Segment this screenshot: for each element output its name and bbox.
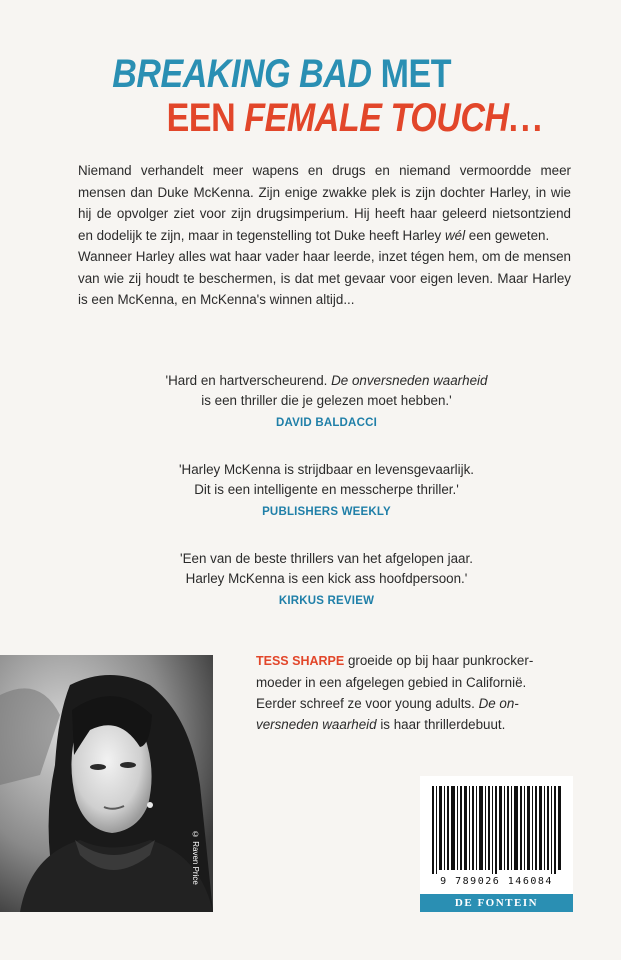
author-portrait-illustration: [0, 655, 213, 912]
quote-kirkus: [16, 549, 621, 611]
headline-female-touch: FEMALE TOUCH: [244, 96, 509, 140]
quote-1-book-title: De onversneden waarheid: [331, 373, 488, 388]
bio-line-4-title: versneden waarheid: [256, 717, 377, 732]
quote-2-source: PUBLISHERS WEEKLY: [262, 506, 391, 518]
author-photo: [0, 655, 213, 912]
publisher-logo: DE FONTEIN: [420, 894, 573, 912]
quote-2-line-2: Dit is een intelligente en messcherpe thriller.': [194, 482, 459, 497]
quote-3-source: KIRKUS REVIEW: [278, 595, 375, 607]
blurb-paragraph-2: [78, 246, 571, 311]
bio-line-3: [256, 693, 571, 714]
headline-line-2: [167, 96, 545, 140]
headline-een: EEN: [166, 96, 236, 140]
headline-ellipsis: ...: [508, 96, 545, 140]
quote-publishers-weekly: [16, 460, 621, 522]
blurb-p2-text-b: hem, om de mensen van wie zij houdt te beschermen, is dat met gevaar voor eigen leven. Maar Harley is een McKenna, en McKenna's winnen altijd...: [78, 249, 571, 307]
bio-line-1-text: groeide op bij haar punkrocker-: [344, 653, 534, 668]
bio-line-1: [256, 650, 571, 672]
headline-breaking-bad: BREAKING BAD: [112, 52, 372, 96]
quote-1-line-2: is een thriller die je gelezen moet hebben.': [201, 393, 452, 408]
quote-1-source: DAVID BALDACCI: [276, 417, 377, 429]
bio-line-4-text: is haar thrillerdebuut.: [376, 717, 506, 732]
quote-1-text: 'Hard en hartverscheurend.: [165, 373, 332, 388]
isbn-digits: 9 789026 146084: [440, 876, 553, 887]
bio-line-3-text: Eerder schreef ze voor young adults.: [256, 696, 479, 711]
quote-1-line-1: [16, 371, 621, 391]
photo-credit: © Raven Price: [191, 830, 200, 885]
bio-line-4: [256, 714, 571, 735]
author-bio: [256, 650, 571, 735]
quote-3-line-2: Harley McKenna is een kick ass hoofdpersoon.': [185, 571, 468, 586]
blurb-p1-text-a: Niemand verhandelt meer wapens en drugs en niemand vermoordde meer mensen dan Duke McKenna. Zijn enige zwakke plek is zijn dochter Harley, in wie hij de opvolger ziet voor zijn drugsimperium. Hij heeft haar geleerd nietsontziend en dodelijk te zijn, maar in tegenstelling tot Duke heeft Harley: [78, 163, 571, 243]
quote-3-line-1: 'Een van de beste thrillers van het afgelopen jaar.: [180, 551, 473, 566]
blurb-p1-emphasis: wél: [444, 227, 466, 243]
author-name: TESS SHARPE: [256, 654, 345, 668]
barcode-bars-graphic: [430, 786, 563, 874]
headline-met: MET: [380, 52, 452, 96]
bio-line-3-title: De on-: [478, 696, 519, 711]
headline-line-1: [112, 52, 451, 96]
blurb-p2-emphasis: tégen: [410, 249, 445, 264]
blurb-p1-text-b: een geweten.: [465, 227, 550, 243]
quote-baldacci: [16, 371, 621, 433]
blurb-paragraph-1: [78, 160, 571, 246]
isbn-barcode: [420, 776, 573, 894]
blurb-p2-text-a: Wanneer Harley alles wat haar vader haar leerde, inzet: [78, 249, 411, 264]
quote-2-line-1: 'Harley McKenna is strijdbaar en levensgevaarlijk.: [178, 462, 475, 477]
bio-line-2: moeder in een afgelegen gebied in Californië.: [256, 675, 527, 690]
blurb: [78, 160, 571, 311]
